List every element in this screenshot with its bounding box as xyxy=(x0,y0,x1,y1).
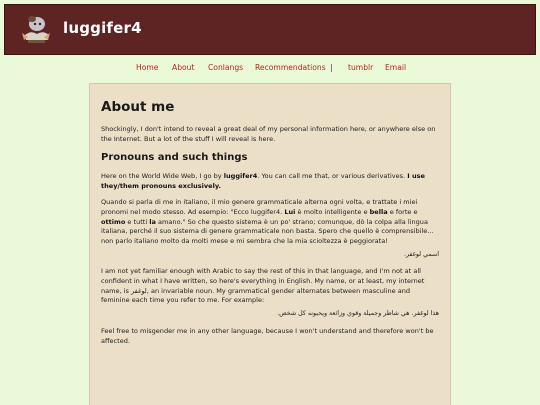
page-title: About me xyxy=(101,99,175,115)
intro-paragraph: Shockingly, I don't intend to reveal a great deal of my personal information here, or anywhere else on the Internet. But a lot of the stuff I will reveal is here. xyxy=(101,125,436,143)
arabic-name-line: اسمي لوغفر. xyxy=(403,251,439,258)
nav-email[interactable]: Email xyxy=(385,63,407,72)
nav-conlangs[interactable]: Conlangs xyxy=(208,63,244,72)
nav-home[interactable]: Home xyxy=(136,63,159,72)
arabic-explanation-paragraph: I am not yet familiar enough with Arabic to say the rest of this in that language, and I'm not at all confident in what I have written, so here's everything in English. My name, or at least, my internet name, is لوغفر, an invariable noun. My grammatical gender alternates between masculine and feminine each time you refer to me. For example: xyxy=(101,267,425,305)
nav-tumblr[interactable]: tumblr xyxy=(348,63,374,72)
nav-about[interactable]: About xyxy=(172,63,195,72)
site-header xyxy=(4,4,536,55)
pronouns-heading: Pronouns and such things xyxy=(101,152,248,163)
main-content xyxy=(89,83,451,405)
username: luggifer4 xyxy=(223,172,258,180)
logo-icon[interactable] xyxy=(19,13,53,47)
italian-paragraph: Quando si parla di me in italiano, il mio genere grammaticale alterna ogni volta, e trattate i miei pronomi nel modo stesso. Ad esempio: "Ecco luggifer4. Lui è molto intelligente e bella e forte e ottimo e tutti la amano." So che questo sistema è un po' strano; comunque, dò la colpa alla lingua italiana, perché il suo sistema di genere grammaticale non basta. Spero che quello è comprensibile... non parlo italiano molto da molti mese e mi sembra che la mia scioltezza è peggiorata! xyxy=(101,198,434,246)
site-title[interactable]: luggifer4 xyxy=(63,19,142,37)
misgender-paragraph: Feel free to misgender me in any other language, because I won't understand and therefore won't be affected. xyxy=(101,327,434,345)
main-nav xyxy=(0,63,540,75)
nav-separator: | xyxy=(330,63,333,72)
pronouns-paragraph: Here on the World Wide Web, I go by luggifer4. You can call me that, or various derivatives. I use they/them pronouns exclusively. xyxy=(101,172,425,190)
pronouns-statement: I use they/them pronouns exclusively. xyxy=(101,172,425,190)
arabic-example-line: هذا لوغفر. هي شاطر وجميلة وقوي وزائعة ويحبونه كل شخص. xyxy=(277,310,439,317)
nav-recommendations[interactable]: Recommendations xyxy=(255,63,326,72)
